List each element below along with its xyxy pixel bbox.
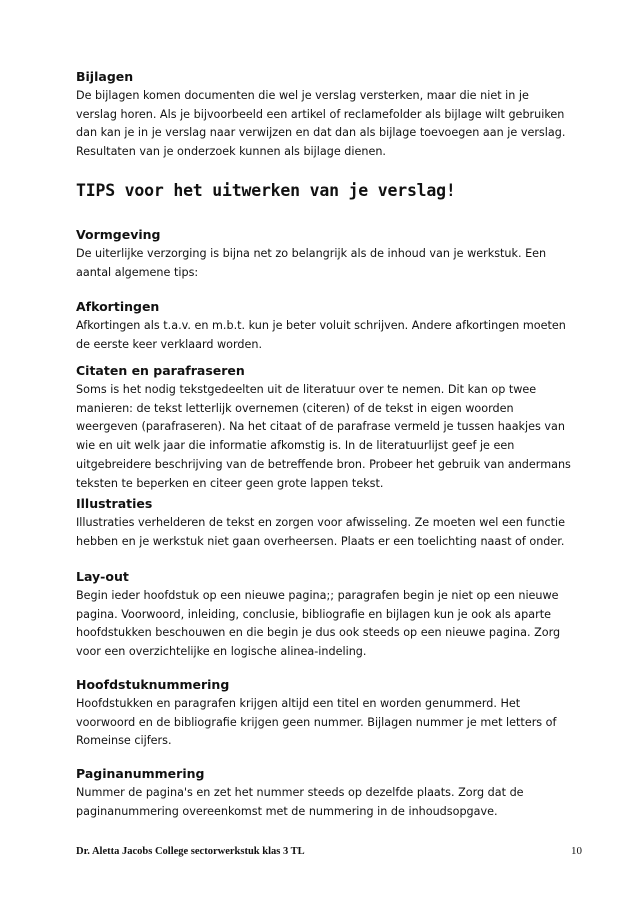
section-paragraph: Begin ieder hoofdstuk op een nieuwe pagina;; paragrafen begin je niet op een nieuwe pagina. Voorwoord, inleiding, conclusie, bibliografie en bijlagen kun je ook als aparte hoofdstukken beschouwen en die begin je dus ook steeds op een nieuwe pagina. Zorg voor een overzichtelijke en logische alinea-indeling. [76, 589, 561, 659]
section-paragraph: Nummer de pagina's en zet het nummer steeds op dezelfde plaats. Zorg dat de paginanummering overeenkomst met de nummering in de inhoudsopgave. [76, 786, 524, 818]
section-heading: Illustraties [76, 496, 153, 511]
section-paragraph: De bijlagen komen documenten die wel je verslag versterken, maar die niet in je verslag horen. Als je bijvoorbeeld een artikel of reclamefolder als bijlage wilt gebruiken dan kan je in je verslag naar verwijzen en dat dan als bijlage toevoegen aan je verslag. Resultaten van je onderzoek kunnen als bijlage dienen. [76, 89, 566, 159]
section-paragraph: De uiterlijke verzorging is bijna net zo belangrijk als de inhoud van je werkstuk. Een aantal algemene tips: [76, 247, 547, 279]
section-heading: Lay-out [76, 569, 129, 584]
section-heading: Paginanummering [76, 766, 205, 781]
section-paragraph: Soms is het nodig tekstgedeelten uit de literatuur over te nemen. Dit kan op twee manieren: de tekst letterlijk overnemen (citeren) of de tekst in eigen woorden weergeven (parafraseren). Na het citaat of de parafrase vermeld je tussen haakjes van wie en uit welk jaar die informatie afkomstig is. In de literatuurlijst geef je een uitgebreidere beschrijving van de betreffende bron. Probeer het gebruik van andermans teksten te beperken en citeer geen grote lappen tekst. [76, 383, 571, 490]
section-afkortingen [76, 298, 572, 354]
tips-title: TIPS voor het uitwerken van je verslag! [76, 181, 456, 200]
section-paragraph: Afkortingen als t.a.v. en m.b.t. kun je beter voluit schrijven. Andere afkortingen moeten de eerste keer verklaard worden. [76, 319, 566, 351]
page-number: 10 [571, 845, 582, 857]
section-heading: Afkortingen [76, 299, 160, 314]
section-vormgeving [76, 226, 572, 282]
section-paragraph: Hoofdstukken en paragrafen krijgen altijd een titel en worden genummerd. Het voorwoord en de bibliografie krijgen geen nummer. Bijlagen nummer je met letters of Romeinse cijfers. [76, 697, 557, 748]
section-paragraph: Illustraties verhelderen de tekst en zorgen voor afwisseling. Ze moeten wel een functie hebben en je werkstuk niet gaan overheersen. Plaats er een toelichting naast of onder. [76, 516, 566, 548]
section-heading: Citaten en parafraseren [76, 363, 245, 378]
section-heading: Vormgeving [76, 227, 161, 242]
section-heading: Bijlagen [76, 69, 134, 84]
section-heading: Hoofdstuknummering [76, 677, 230, 692]
section-citaten [76, 362, 572, 493]
footer-school: Dr. Aletta Jacobs College sectorwerkstuk klas 3 TL [76, 846, 305, 857]
section-illustraties [76, 495, 572, 551]
section-layout [76, 568, 572, 662]
section-paginanummering [76, 765, 572, 821]
section-bijlagen [76, 68, 572, 162]
section-hoofdstuknummering [76, 676, 572, 751]
